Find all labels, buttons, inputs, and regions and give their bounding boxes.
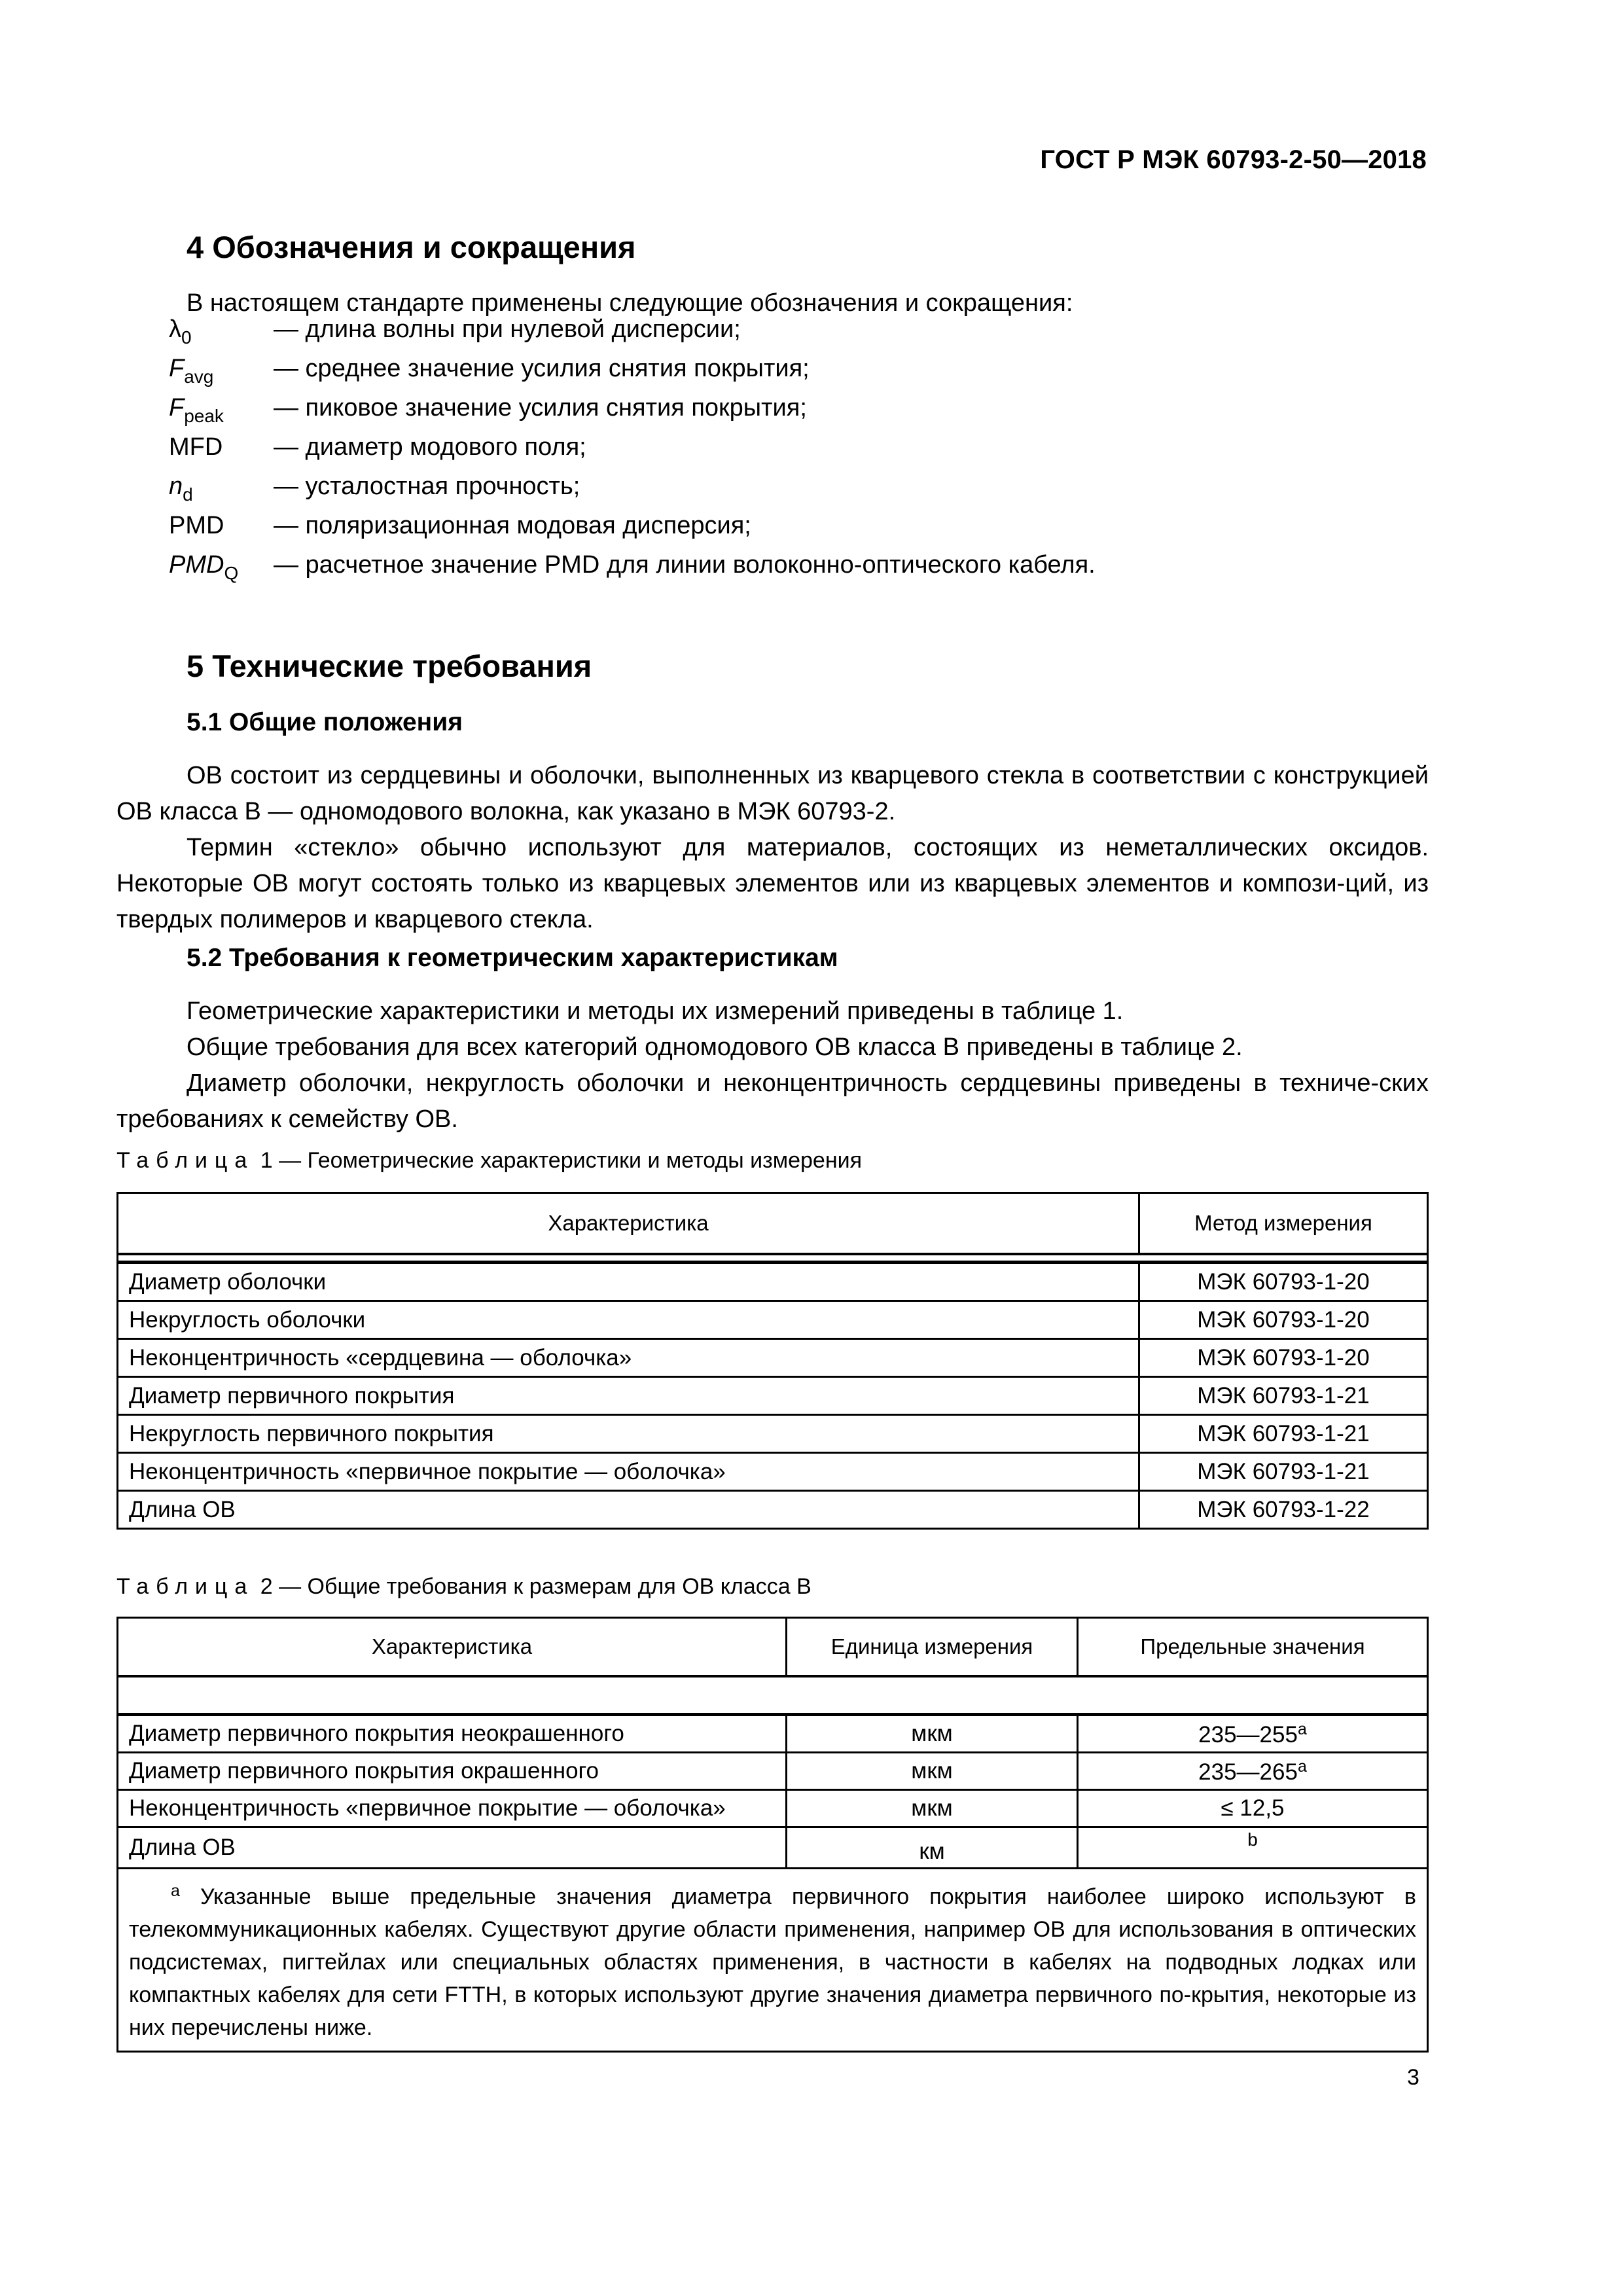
symbol-description: — пиковое значение усилия снятия покрытия; xyxy=(274,394,807,422)
table-row: Неконцентричность «первичное покрытие — оболочка» мкм ≤ 12,5 xyxy=(118,1790,1428,1827)
table-row: Длина ОВ км b xyxy=(118,1827,1428,1869)
section-5-1-title: 5.1 Общие положения xyxy=(187,708,463,736)
table-2-caption: Таблица 2 — Общие требования к размерам для ОВ класса В xyxy=(116,1574,812,1599)
column-header: Единица измерения xyxy=(787,1618,1078,1677)
table-row: Диаметр первичного покрытия МЭК 60793-1-21 xyxy=(118,1377,1428,1415)
table-footnote: $^a$ Указанные выше предельные значения диаметра первичного покрытия наиболее широко используют в телекоммуникационных кабелях. Существуют другие области применения, например ОВ для использования в оптических подсистемах, пигтейлах или специальных областях применения, в частности в кабелях на подводных лодках или компактных кабелях для сети FTTH, в которых используют другие значения диаметра первичного по-крытия, некоторые из них перечислены ниже. xyxy=(118,1869,1428,2052)
paragraph: Общие требования для всех категорий одномодового ОВ класса В приведены в таблице 2. xyxy=(187,1033,1243,1061)
table-row: Диаметр первичного покрытия неокрашенного мкм 235—255$^a$ xyxy=(118,1715,1428,1753)
column-header: Характеристика xyxy=(118,1193,1139,1255)
header-separator xyxy=(118,1254,1428,1263)
symbol-term: PMD xyxy=(169,512,224,539)
paragraph: Геометрические характеристики и методы их измерений приведены в таблице 1. xyxy=(187,997,1124,1025)
symbol-description: — поляризационная модовая дисперсия; xyxy=(274,512,751,539)
symbol-term: $F_{avg}$ xyxy=(169,355,214,387)
section-4-title: 4 Обозначения и сокращения xyxy=(187,230,636,264)
table-1 xyxy=(116,1192,1429,1530)
section-4-intro: В настоящем стандарте применены следующие обозначения и сокращения: xyxy=(187,289,1073,317)
table-footnote-row xyxy=(118,1869,1428,2052)
table-header-row xyxy=(118,1193,1428,1255)
symbol-term: $PMD_Q$ xyxy=(169,551,239,583)
symbol-description: — длина волны при нулевой дисперсии; xyxy=(274,315,741,343)
symbol-term: $n_d$ xyxy=(169,473,193,505)
symbol-item xyxy=(169,512,1096,551)
footnote-ref: a xyxy=(1297,1719,1307,1738)
header-separator xyxy=(118,1676,1428,1715)
table-2 xyxy=(116,1617,1429,2053)
page-number: 3 xyxy=(1407,2065,1419,2090)
symbol-term: $\lambda_0$ xyxy=(169,315,192,348)
symbol-description: — диаметр модового поля; xyxy=(274,433,586,461)
section-5-title: 5 Технические требования xyxy=(187,649,592,683)
symbol-item xyxy=(169,551,1096,590)
symbol-item xyxy=(169,473,1096,512)
symbol-term: $F_{peak}$ xyxy=(169,394,224,426)
symbol-item xyxy=(169,355,1096,394)
column-header: Характеристика xyxy=(118,1618,787,1677)
paragraph: Диаметр оболочки, некруглость оболочки и неконцентричность сердцевины приведены в техниче-ских требованиях к семейству ОВ. xyxy=(116,1069,1429,1133)
symbol-item xyxy=(169,394,1096,433)
column-header: Предельные значения xyxy=(1078,1618,1428,1677)
table-row: Неконцентричность «первичное покрытие — оболочка» МЭК 60793-1-21 xyxy=(118,1453,1428,1491)
footnote-ref: b xyxy=(1078,1827,1428,1869)
table-row: Диаметр первичного покрытия окрашенного мкм 235—265$^a$ xyxy=(118,1753,1428,1790)
symbol-description: — среднее значение усилия снятия покрытия; xyxy=(274,355,810,382)
paragraph: ОВ состоит из сердцевины и оболочки, выполненных из кварцевого стекла в соответствии с конструкцией ОВ класса В — одномодового волокна, как указано в МЭК 60793-2. xyxy=(116,762,1429,825)
symbol-item xyxy=(169,433,1096,473)
section-5-2-title: 5.2 Требования к геометрическим характеристикам xyxy=(187,944,838,972)
table-1-caption: Таблица 1 — Геометрические характеристики и методы измерения xyxy=(116,1148,863,1173)
table-row: Диаметр оболочки МЭК 60793-1-20 xyxy=(118,1263,1428,1301)
symbols-list xyxy=(169,315,1096,590)
footnote-ref: a xyxy=(1297,1757,1307,1776)
table-header-row xyxy=(118,1618,1428,1677)
symbol-item xyxy=(169,315,1096,355)
paragraph: Термин «стекло» обычно используют для материалов, состоящих из неметаллических оксидов. Некоторые ОВ могут состоять только из кварцевых элементов или из кварцевых элементов и компози-ций, из твердых полимеров и кварцевого стекла. xyxy=(116,834,1429,933)
table-row: Неконцентричность «сердцевина — оболочка» МЭК 60793-1-20 xyxy=(118,1339,1428,1377)
table-row: Длина ОВ МЭК 60793-1-22 xyxy=(118,1491,1428,1529)
symbol-description: — расчетное значение PMD для линии волоконно-оптического кабеля. xyxy=(274,551,1096,579)
table-row: Некруглость оболочки МЭК 60793-1-20 xyxy=(118,1301,1428,1339)
symbol-description: — усталостная прочность; xyxy=(274,473,580,500)
column-header: Метод измерения xyxy=(1139,1193,1428,1255)
document-code-header: ГОСТ Р МЭК 60793-2-50—2018 xyxy=(1040,145,1427,174)
symbol-term: MFD xyxy=(169,433,223,461)
table-row: Некруглость первичного покрытия МЭК 60793-1-21 xyxy=(118,1415,1428,1453)
